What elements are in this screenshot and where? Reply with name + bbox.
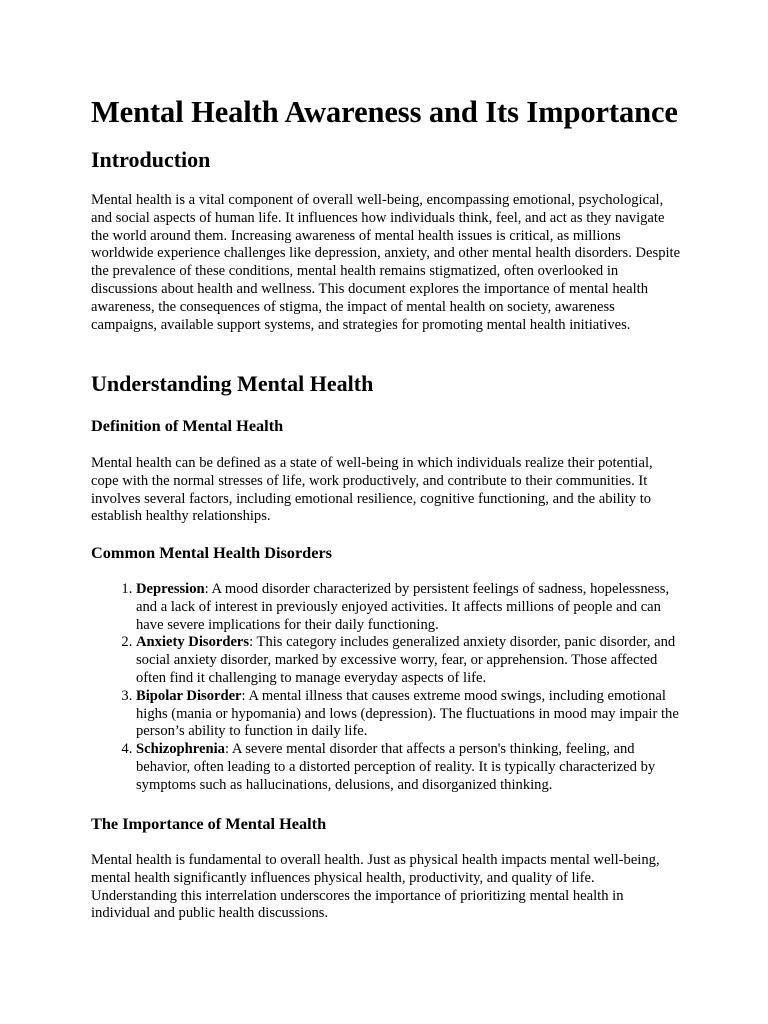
disorders-list <box>91 581 684 795</box>
list-item-depression <box>136 581 684 634</box>
list-item-term: Anxiety Disorders <box>136 634 250 651</box>
disorders-heading: Common Mental Health Disorders <box>91 543 333 562</box>
definition-paragraph: Mental health can be defined as a state of well-being in which individuals realize their potential, cope with the normal stresses of life, work productively, and contribute to their communities. It involves several factors, including emotional resilience, cognitive functioning, and the ability to establish healthy relationships. <box>91 455 653 525</box>
list-item-text: : A mental illness that causes extreme mood swings, including emotional highs (mania or hypomania) and lows (depression). The fluctuations in mood may impair the person’s ability to function in daily life. <box>136 687 679 740</box>
importance-paragraph: Mental health is fundamental to overall health. Just as physical health impacts mental well-being, mental health significantly influences physical health, productivity, and quality of life. Understanding this interrelation underscores the importance of prioritizing mental health in individual and public health discussions. <box>91 852 660 922</box>
list-item-term: Bipolar Disorder <box>136 687 242 704</box>
definition-heading: Definition of Mental Health <box>91 416 284 435</box>
list-item-schizophrenia <box>136 741 684 794</box>
list-item-anxiety <box>136 634 684 687</box>
document-title: Mental Health Awareness and Its Importance <box>91 95 678 129</box>
importance-heading: The Importance of Mental Health <box>91 814 327 833</box>
introduction-heading: Introduction <box>91 147 211 172</box>
list-item-bipolar <box>136 688 684 741</box>
list-item-term: Depression <box>136 581 205 597</box>
introduction-paragraph: Mental health is a vital component of overall well-being, encompassing emotional, psychological, and social aspects of human life. It influences how individuals think, feel, and act as they navigate the world around them. Increasing awareness of mental health issues is critical, as millions worldwide experience challenges like depression, anxiety, and other mental health disorders. Despite the prevalence of these conditions, mental health remains stigmatized, often overlooked in discussions about health and wellness. This document explores the importance of mental health awareness, the consequences of stigma, the impact of mental health on society, awareness campaigns, available support systems, and strategies for promoting mental health initiatives. <box>91 192 681 333</box>
list-item-text: : This category includes generalized anxiety disorder, panic disorder, and social anxiety disorder, marked by excessive worry, fear, or apprehension. Those affected often find it challenging to manage everyday aspects of life. <box>136 634 676 686</box>
list-item-text: : A mood disorder characterized by persistent feelings of sadness, hopelessness, and a lack of interest in previously enjoyed activities. It affects millions of people and can have severe implications for their daily functioning. <box>136 581 670 633</box>
list-item-text: : A severe mental disorder that affects a person's thinking, feeling, and behavior, often leading to a distorted perception of reality. It is typically characterized by symptoms such as hallucinations, delusions, and disorganized thinking. <box>136 741 656 793</box>
understanding-heading: Understanding Mental Health <box>91 371 374 396</box>
list-item-term: Schizophrenia <box>136 741 225 758</box>
